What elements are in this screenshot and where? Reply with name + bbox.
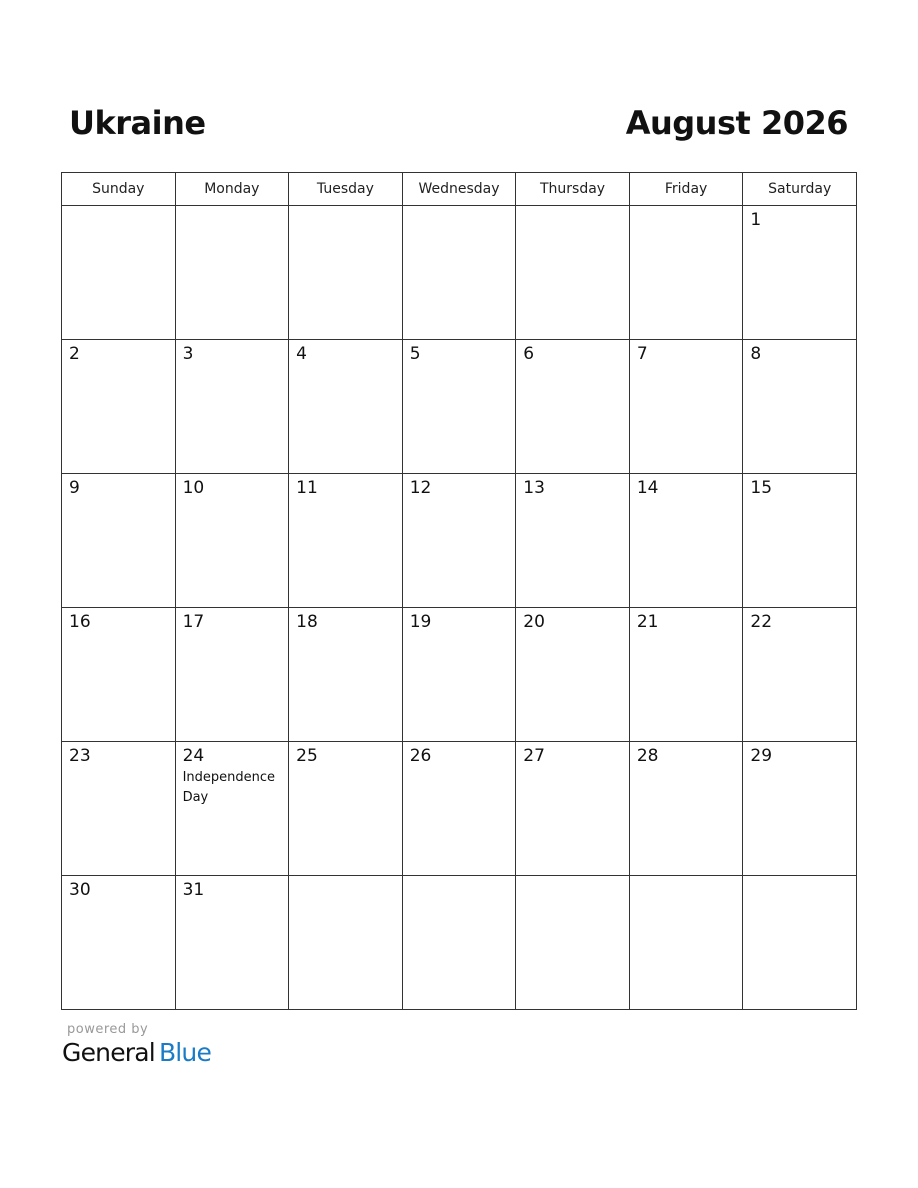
day-cell (289, 340, 403, 474)
day-number: 28 (636, 746, 659, 766)
week-row (62, 608, 857, 742)
day-number: 18 (296, 612, 318, 632)
day-number: 3 (182, 344, 194, 364)
country-title: Ukraine (69, 104, 206, 142)
logo-general-text: General (62, 1038, 155, 1067)
day-cell (175, 608, 289, 742)
day-number: 22 (750, 612, 773, 632)
weekday-header-sunday: Sunday (62, 173, 176, 206)
day-cell (62, 474, 176, 608)
day-cell (402, 474, 516, 608)
day-number: 23 (69, 746, 91, 766)
day-number: 17 (182, 612, 205, 632)
week-row (62, 206, 857, 340)
week-row (62, 876, 857, 1010)
day-number: 15 (750, 478, 773, 498)
day-number: 4 (296, 344, 307, 364)
day-cell (175, 876, 289, 1010)
day-cell (175, 742, 289, 876)
day-number: 11 (296, 478, 318, 498)
calendar-grid (61, 172, 857, 1010)
empty-cell (629, 876, 743, 1010)
logo-blue-text: Blue (158, 1038, 212, 1067)
day-cell (629, 742, 743, 876)
day-cell (743, 742, 857, 876)
empty-cell (289, 206, 403, 340)
empty-cell (516, 206, 630, 340)
day-number: 19 (409, 612, 432, 632)
day-cell (516, 474, 630, 608)
day-cell (62, 742, 176, 876)
day-number: 8 (750, 344, 762, 364)
week-row (62, 474, 857, 608)
day-number: 14 (636, 478, 659, 498)
day-cell (62, 340, 176, 474)
day-number: 31 (182, 880, 205, 900)
day-number: 12 (409, 478, 432, 498)
powered-by-label: powered by (67, 1022, 149, 1037)
holiday-label: Independence Day (182, 770, 276, 805)
day-number: 24 (182, 746, 205, 766)
day-number: 27 (523, 746, 545, 766)
day-cell (289, 474, 403, 608)
weekday-header-monday: Monday (175, 173, 289, 206)
day-number: 7 (636, 344, 648, 364)
day-number: 5 (409, 344, 421, 364)
day-cell (743, 474, 857, 608)
empty-cell (175, 206, 289, 340)
day-cell (743, 340, 857, 474)
day-cell (516, 608, 630, 742)
day-number: 29 (750, 746, 773, 766)
month-year-title: August 2026 (625, 104, 848, 142)
day-number: 20 (523, 612, 545, 632)
week-row (62, 340, 857, 474)
weekday-header-thursday: Thursday (516, 173, 630, 206)
day-cell (629, 608, 743, 742)
day-cell (516, 340, 630, 474)
day-cell (289, 742, 403, 876)
day-number: 1 (750, 210, 762, 230)
day-cell (516, 742, 630, 876)
empty-cell (289, 876, 403, 1010)
day-cell (175, 340, 289, 474)
day-number: 25 (296, 746, 318, 766)
day-cell (402, 340, 516, 474)
day-cell (62, 876, 176, 1010)
weekday-header-saturday: Saturday (743, 173, 857, 206)
day-number: 9 (69, 478, 80, 498)
day-cell (743, 206, 857, 340)
weekday-header-friday: Friday (629, 173, 743, 206)
empty-cell (402, 876, 516, 1010)
day-cell (402, 608, 516, 742)
empty-cell (402, 206, 516, 340)
empty-cell (629, 206, 743, 340)
day-number: 21 (636, 612, 659, 632)
weekday-header-tuesday: Tuesday (289, 173, 403, 206)
empty-cell (743, 876, 857, 1010)
day-cell (289, 608, 403, 742)
weekday-header-wednesday: Wednesday (402, 173, 516, 206)
day-number: 26 (409, 746, 432, 766)
empty-cell (62, 206, 176, 340)
day-number: 2 (69, 344, 80, 364)
day-cell (629, 340, 743, 474)
day-number: 13 (523, 478, 545, 498)
day-number: 6 (523, 344, 535, 364)
day-cell (402, 742, 516, 876)
weekday-header-row (62, 173, 857, 206)
day-number: 16 (69, 612, 91, 632)
empty-cell (516, 876, 630, 1010)
week-row (62, 742, 857, 876)
generalblue-logo[interactable] (62, 1038, 211, 1067)
day-cell (62, 608, 176, 742)
day-cell (743, 608, 857, 742)
day-cell (629, 474, 743, 608)
day-number: 10 (182, 478, 205, 498)
day-number: 30 (69, 880, 91, 900)
day-cell (175, 474, 289, 608)
